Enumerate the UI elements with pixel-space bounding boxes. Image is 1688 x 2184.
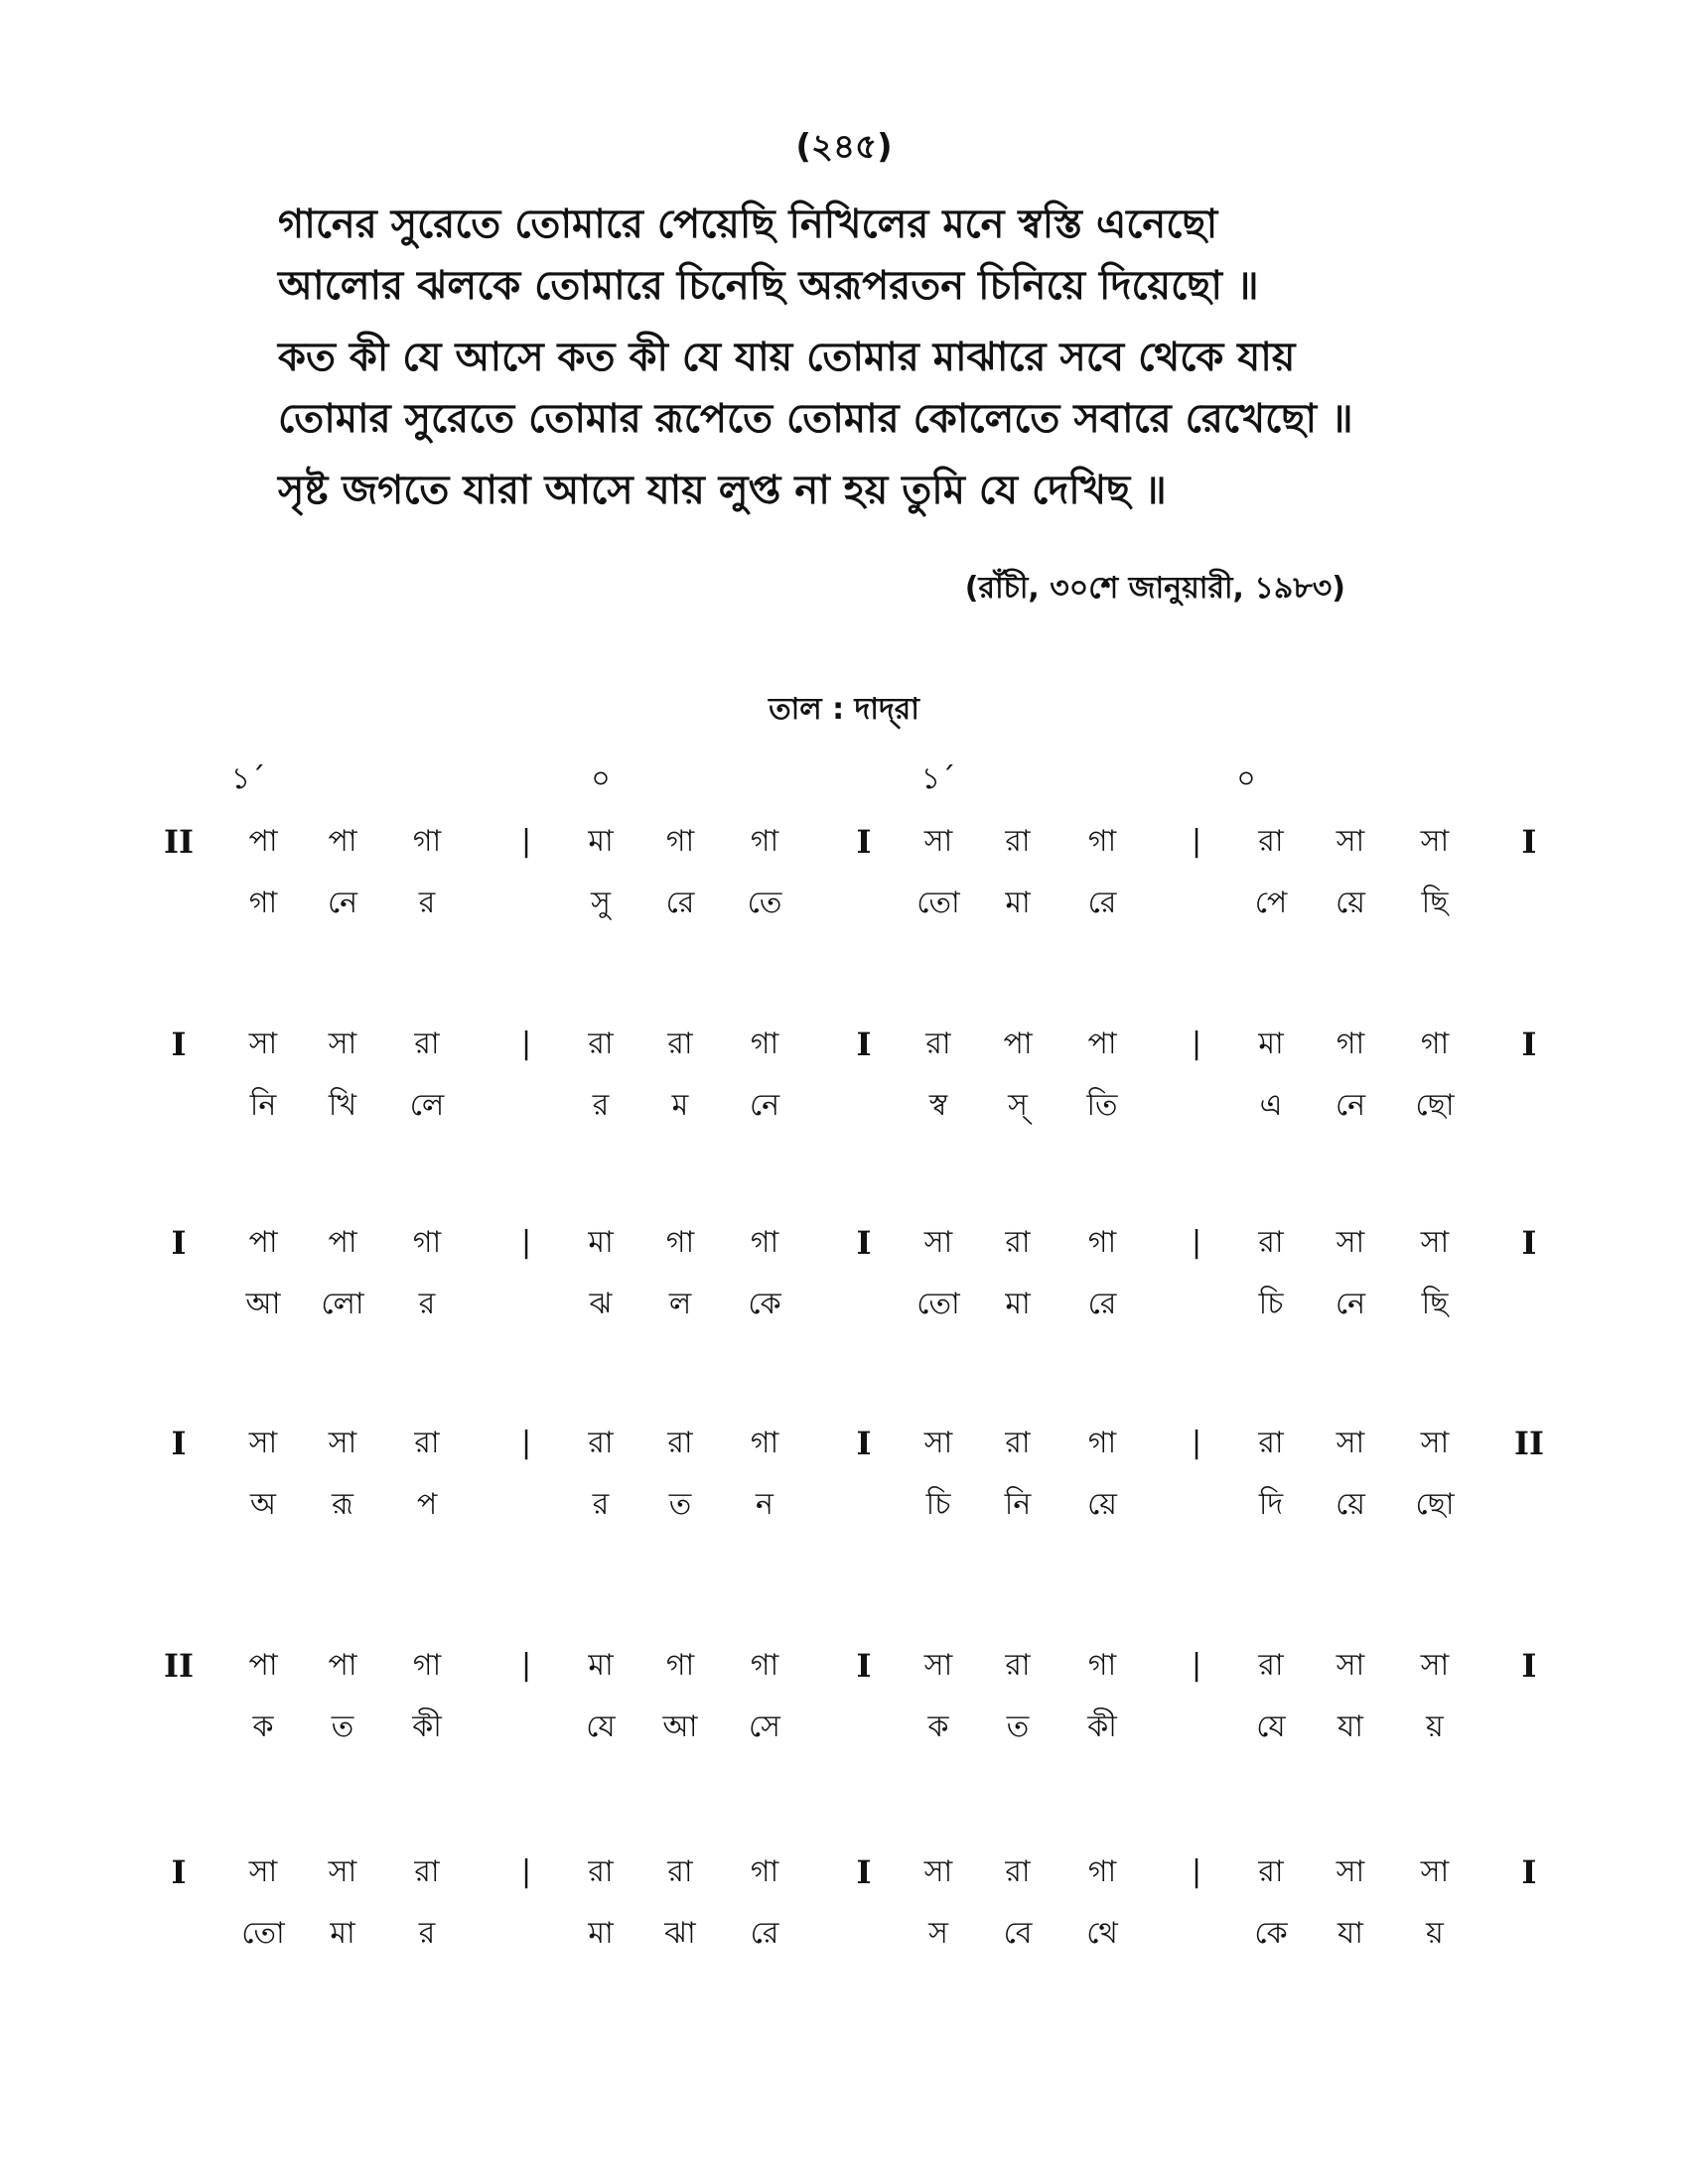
bar-line-open: I <box>171 1425 187 1462</box>
bar-line-close: I <box>1521 1025 1537 1063</box>
lyric-syllable: র <box>592 1487 610 1522</box>
bar-line-close: II <box>1514 1425 1544 1462</box>
swara-note: পা <box>248 824 278 859</box>
notation-row <box>0 1223 1688 1362</box>
lyric-syllable: র <box>418 1916 436 1951</box>
notation-row <box>0 1024 1688 1163</box>
swara-note: সা <box>1420 1426 1450 1460</box>
lyric-syllable: বে <box>1003 1916 1033 1951</box>
lyric-syllable: খি <box>328 1088 357 1123</box>
swara-note: রা <box>588 1854 614 1889</box>
lyric-syllable: যে <box>586 1709 616 1744</box>
bar-line-close: I <box>1521 1853 1537 1891</box>
swara-note: সা <box>248 1854 278 1889</box>
lyric-syllable: গা <box>248 886 278 920</box>
swara-note: সা <box>1420 1225 1450 1260</box>
swara-note: সা <box>1420 824 1450 859</box>
lyric-syllable: রে <box>750 1916 779 1951</box>
lyric-syllable: নে <box>749 1088 780 1123</box>
beat-marker: ১´ <box>920 761 956 796</box>
bar-line: | <box>520 1026 532 1061</box>
swara-note: রা <box>667 1426 693 1460</box>
lyric-syllable: র <box>418 886 436 920</box>
lyric-syllable: যা <box>1337 1916 1363 1951</box>
lyric-syllable: সু <box>591 886 611 920</box>
lyric-syllable: থে <box>1086 1916 1118 1951</box>
lyric-syllable: রে <box>665 886 695 920</box>
song-lyrics <box>278 194 1529 531</box>
lyric-syllable: ক <box>927 1709 949 1744</box>
swara-note: সা <box>1420 1648 1450 1683</box>
bar-line: | <box>520 1648 532 1683</box>
swara-note: রা <box>925 1026 951 1061</box>
swara-note: গা <box>665 824 695 859</box>
lyric-syllable: কে <box>748 1287 781 1321</box>
bar-line: I <box>856 1025 872 1063</box>
notation-row <box>0 1646 1688 1785</box>
swara-note: রা <box>1258 1854 1284 1889</box>
lyric-syllable: মা <box>588 1916 614 1951</box>
bar-line: | <box>1191 1854 1202 1889</box>
lyric-syllable: লে <box>409 1088 445 1123</box>
lyric-syllable: ত <box>331 1709 354 1744</box>
lyric-syllable: স্ <box>1008 1088 1028 1123</box>
bar-line: | <box>1191 1225 1202 1260</box>
lyric-syllable: য় <box>1426 1916 1444 1951</box>
lyric-syllable: ত <box>668 1487 692 1522</box>
swara-note: মা <box>1258 1026 1284 1061</box>
lyric-syllable: মা <box>1005 1287 1031 1321</box>
swara-note: গা <box>750 1026 779 1061</box>
swara-note: গা <box>750 1225 779 1260</box>
lyric-syllable: য় <box>1426 1709 1444 1744</box>
swara-note: পা <box>328 1648 357 1683</box>
beat-marker: ০ <box>1236 761 1256 796</box>
swara-note: গা <box>1420 1026 1450 1061</box>
swara-note: গা <box>750 1648 779 1683</box>
bar-line: | <box>1191 1426 1202 1460</box>
swara-note: রা <box>667 1026 693 1061</box>
bar-line: | <box>1191 824 1202 859</box>
lyric-syllable: মা <box>330 1916 355 1951</box>
swara-note: রা <box>1258 1648 1284 1683</box>
lyric-syllable: স্ব <box>928 1088 948 1123</box>
lyric-syllable: তি <box>1086 1088 1118 1123</box>
lyric-syllable: অ <box>250 1487 276 1522</box>
notation-row <box>0 1424 1688 1563</box>
lyric-line: তোমার সুরেতে তোমার রূপেতে তোমার কোলেতে সবারে রেখেছো ॥ <box>278 396 1353 442</box>
swara-note: রা <box>414 1026 440 1061</box>
lyric-syllable: নি <box>249 1088 277 1123</box>
bar-line: | <box>520 1426 532 1460</box>
lyric-syllable: যে <box>1256 1709 1286 1744</box>
lyric-syllable: ছো <box>1415 1487 1455 1522</box>
lyric-stanza <box>278 194 1529 317</box>
bar-line: I <box>856 823 872 861</box>
swara-note: সা <box>1336 1648 1365 1683</box>
swara-note: পা <box>248 1225 278 1260</box>
bar-line-open: I <box>171 1025 187 1063</box>
lyric-syllable: স <box>928 1916 948 1951</box>
swara-note: রা <box>1005 1426 1031 1460</box>
lyric-syllable: ছি <box>1421 1287 1449 1321</box>
lyric-stanza <box>278 460 1529 521</box>
lyric-syllable: ছো <box>1415 1088 1455 1123</box>
bar-line: I <box>856 1647 872 1685</box>
swara-note: পা <box>248 1648 278 1683</box>
lyric-stanza <box>278 327 1529 450</box>
lyric-syllable: য়ে <box>1087 1487 1117 1522</box>
lyric-syllable: কী <box>412 1709 442 1744</box>
swara-note: রা <box>588 1426 614 1460</box>
bar-line-open: I <box>171 1853 187 1891</box>
lyric-syllable: চি <box>925 1487 951 1522</box>
lyric-syllable: ছি <box>1421 886 1449 920</box>
swara-note: রা <box>588 1026 614 1061</box>
lyric-syllable: নি <box>1004 1487 1032 1522</box>
bar-line-open: I <box>171 1224 187 1262</box>
swara-note: রা <box>1258 824 1284 859</box>
lyric-syllable: কী <box>1087 1709 1117 1744</box>
swara-note: রা <box>1258 1426 1284 1460</box>
swara-note: রা <box>1005 1225 1031 1260</box>
lyric-syllable: সে <box>749 1709 780 1744</box>
lyric-syllable: ত <box>1006 1709 1030 1744</box>
swara-note: গা <box>1087 824 1117 859</box>
swara-note: সা <box>248 1026 278 1061</box>
lyric-syllable: য়ে <box>1336 1487 1365 1522</box>
swara-note: রা <box>1005 1648 1031 1683</box>
swara-note: সা <box>923 824 953 859</box>
swara-note: গা <box>665 1225 695 1260</box>
swara-note: সা <box>923 1225 953 1260</box>
bar-line: I <box>856 1853 872 1891</box>
lyric-syllable: নে <box>1335 1088 1366 1123</box>
lyric-syllable: র <box>592 1088 610 1123</box>
swara-note: গা <box>1087 1426 1117 1460</box>
lyric-syllable: চি <box>1258 1287 1284 1321</box>
swara-note: সা <box>328 1854 357 1889</box>
lyric-syllable: রে <box>1087 1287 1117 1321</box>
swara-note: সা <box>328 1026 357 1061</box>
bar-line: I <box>856 1425 872 1462</box>
swara-note: সা <box>248 1426 278 1460</box>
lyric-syllable: এ <box>1259 1088 1283 1123</box>
swara-note: সা <box>1336 1225 1365 1260</box>
page-number: (২৪৫) <box>795 127 893 167</box>
bar-line-close: I <box>1521 823 1537 861</box>
notation-row <box>0 1852 1688 1991</box>
swara-note: সা <box>1420 1854 1450 1889</box>
lyric-line: সৃষ্ট জগতে যারা আসে যায় লুপ্ত না হয় তুমি যে দেখিছ ॥ <box>278 468 1167 513</box>
lyric-syllable: প <box>416 1487 438 1522</box>
lyric-syllable: য়ে <box>1336 886 1365 920</box>
swara-note: গা <box>665 1648 695 1683</box>
swara-note: রা <box>414 1854 440 1889</box>
swara-note: গা <box>1087 1854 1117 1889</box>
lyric-syllable: ন <box>756 1487 774 1522</box>
swara-note: সা <box>1336 824 1365 859</box>
lyric-syllable: নে <box>1335 1287 1366 1321</box>
swara-note: সা <box>923 1426 953 1460</box>
bar-line-open: II <box>164 1647 194 1685</box>
swara-note: গা <box>750 824 779 859</box>
swara-note: গা <box>750 1426 779 1460</box>
swara-note: মা <box>588 824 614 859</box>
lyric-syllable: রূ <box>332 1487 353 1522</box>
swara-note: রা <box>1005 1854 1031 1889</box>
composition-dateline: (রাঁচী, ৩০শে জানুয়ারী, ১৯৮৩) <box>964 571 1345 606</box>
lyric-line: গানের সুরেতে তোমারে পেয়েছি নিখিলের মনে স্বস্তি এনেছো <box>278 202 1218 247</box>
swara-note: গা <box>1087 1225 1117 1260</box>
lyric-syllable: পে <box>1254 886 1288 920</box>
swara-note: রা <box>1258 1225 1284 1260</box>
lyric-syllable: নে <box>327 886 358 920</box>
bar-line: | <box>1191 1026 1202 1061</box>
notation-row <box>0 822 1688 961</box>
lyric-syllable: তো <box>916 1287 960 1321</box>
swara-note: সা <box>923 1854 953 1889</box>
swara-note: মা <box>588 1225 614 1260</box>
bar-line-open: II <box>164 823 194 861</box>
lyric-syllable: লো <box>321 1287 364 1321</box>
lyric-syllable: তো <box>241 1916 285 1951</box>
swara-note: সা <box>328 1426 357 1460</box>
swara-note: গা <box>412 1648 442 1683</box>
bar-line: | <box>520 824 532 859</box>
swara-note: পা <box>328 1225 357 1260</box>
swara-note: গা <box>412 1225 442 1260</box>
swara-note: রা <box>1005 824 1031 859</box>
bar-line-close: I <box>1521 1224 1537 1262</box>
swara-note: গা <box>1336 1026 1365 1061</box>
lyric-line: কত কী যে আসে কত কী যে যায় তোমার মাঝারে সবে থেকে যায় <box>278 335 1296 380</box>
swara-note: পা <box>328 824 357 859</box>
lyric-syllable: রে <box>1087 886 1117 920</box>
lyric-syllable: তে <box>747 886 782 920</box>
lyric-syllable: মা <box>1005 886 1031 920</box>
lyric-syllable: ম <box>671 1088 689 1123</box>
tala-title: তাল : দাদ্‌রা <box>769 692 919 727</box>
lyric-syllable: র <box>418 1287 436 1321</box>
swara-note: গা <box>412 824 442 859</box>
swara-note: সা <box>1336 1854 1365 1889</box>
swara-note: রা <box>667 1854 693 1889</box>
swara-note: গা <box>1087 1648 1117 1683</box>
swara-note: রা <box>414 1426 440 1460</box>
swara-note: পা <box>1087 1026 1117 1061</box>
bar-line-close: I <box>1521 1647 1537 1685</box>
swara-note: সা <box>923 1648 953 1683</box>
lyric-syllable: আ <box>662 1709 698 1744</box>
bar-line: I <box>856 1224 872 1262</box>
swara-note: গা <box>750 1854 779 1889</box>
bar-line: | <box>1191 1648 1202 1683</box>
lyric-syllable: ঝা <box>664 1916 696 1951</box>
lyric-syllable: দি <box>1258 1487 1284 1522</box>
lyric-syllable: আ <box>245 1287 281 1321</box>
swara-note: পা <box>1003 1026 1033 1061</box>
beat-marker: ০ <box>591 761 611 796</box>
lyric-syllable: ঝ <box>589 1287 613 1321</box>
lyric-syllable: তো <box>916 886 960 920</box>
lyric-syllable: ক <box>252 1709 274 1744</box>
lyric-syllable: যা <box>1337 1709 1363 1744</box>
swara-note: মা <box>588 1648 614 1683</box>
swara-note: সা <box>1336 1426 1365 1460</box>
bar-line: | <box>520 1225 532 1260</box>
lyric-line: আলোর ঝলকে তোমারে চিনেছি অরূপরতন চিনিয়ে দিয়েছো ॥ <box>278 263 1259 309</box>
lyric-syllable: কে <box>1254 1916 1288 1951</box>
beat-marker: ১´ <box>230 761 266 796</box>
beat-marker-row <box>0 754 1688 804</box>
lyric-syllable: ল <box>668 1287 692 1321</box>
bar-line: | <box>520 1854 532 1889</box>
